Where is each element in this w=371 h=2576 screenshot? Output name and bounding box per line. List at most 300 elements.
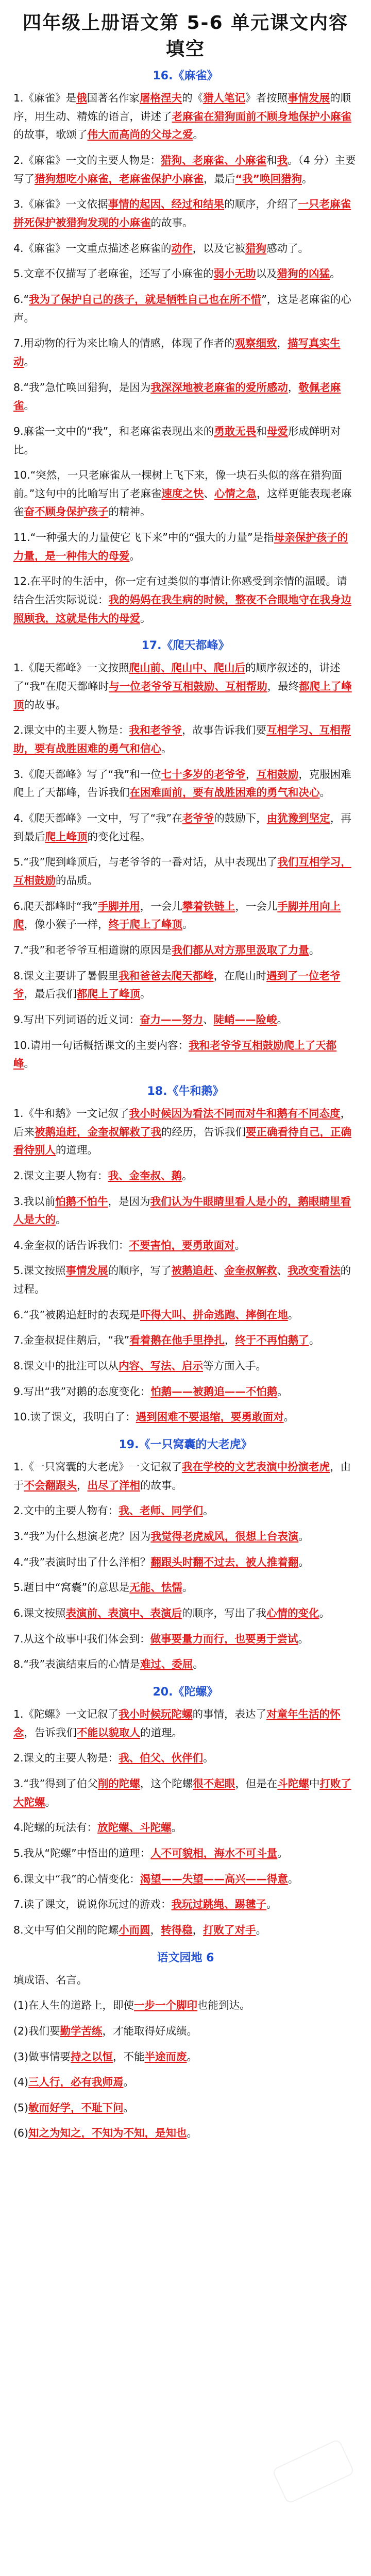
question-text: 。 <box>123 2101 134 2114</box>
answer-text: 难过、委屈 <box>140 1658 193 1671</box>
question-item <box>13 1749 358 1768</box>
question-text: 7.用动物的行为来比喻人的情感，体现了作者的 <box>13 337 235 350</box>
question-item <box>13 1655 358 1674</box>
answer-text: 猎人笔记 <box>203 92 246 104</box>
question-text: ，像小猴子一样， <box>24 918 109 931</box>
question-item <box>13 1819 358 1837</box>
question-text: 。 <box>301 172 313 185</box>
question-text: 5.“我”爬到峰顶后，与老爷爷的一番对话，从中表现出了 <box>13 856 278 869</box>
question-text: 中 <box>309 1777 320 1790</box>
question-text: 2.课文中的主要人物是： <box>13 724 129 737</box>
question-text: 。 <box>182 1581 193 1594</box>
answer-text: 内容、写法、启示 <box>119 1360 204 1372</box>
question-item <box>13 195 358 232</box>
question-text: 3.我以前 <box>13 1195 56 1208</box>
answer-text: 我玩过跳绳、踢毽子 <box>171 1898 267 1911</box>
answer-text: 做事要量力而行，也要勇于尝试 <box>150 1632 298 1645</box>
question-item <box>13 1408 358 1427</box>
question-text: 的顺序，介绍了 <box>224 198 298 211</box>
question-text: 1.《麻雀》是 <box>13 92 77 104</box>
answer-text: 我深深地被老麻雀的爱所感动 <box>150 381 288 394</box>
question-text: 1.《一只窝囊的大老虎》一文记叙了 <box>13 1461 182 1473</box>
answer-text: 一只老麻雀拼死保护被猎狗发现的小麻雀 <box>13 198 351 229</box>
question-text: ，这个陀螺 <box>140 1777 193 1790</box>
question-item <box>13 1167 358 1185</box>
answer-text: 吓得大叫、拼命逃跑、摔倒在地 <box>140 1308 288 1321</box>
answer-text: 心情之急 <box>214 487 257 500</box>
question-text: 的顺序，写了 <box>108 1264 172 1277</box>
section <box>13 67 358 628</box>
question-item <box>13 291 358 327</box>
question-item <box>13 897 358 934</box>
question-item <box>13 1921 358 1940</box>
question-text: 。 <box>24 399 35 412</box>
question-item <box>13 1306 358 1325</box>
question-text: ，由于 <box>13 1461 351 1492</box>
question-item <box>13 1604 358 1623</box>
answer-text: 我们认为牛眼睛里看人是小的，鹅眼睛里看人是大的 <box>13 1195 351 1226</box>
answer-text: 我在学校的文艺表演中扮演老虎 <box>182 1461 330 1473</box>
question-text: 。 <box>123 2076 134 2089</box>
question-item <box>13 379 358 415</box>
answer-text: 要正确看待自己，正确看待别人 <box>13 1125 351 1157</box>
question-text: 4.《麻雀》一文重点描述老麻雀的 <box>13 242 172 255</box>
answer-text: 心情的变化 <box>266 1607 319 1619</box>
question-text: 的顺序，写出了我 <box>182 1607 267 1619</box>
answer-text: 打败了对手 <box>203 1923 256 1936</box>
question-text: ， <box>277 337 288 350</box>
question-item <box>13 1844 358 1863</box>
question-text: 6.“ <box>13 293 29 306</box>
section-heading: 16.《麻雀》 <box>153 70 218 82</box>
answer-text: “我”唤回猎狗 <box>235 172 302 185</box>
question-item <box>13 2099 358 2117</box>
question-text: 。 <box>24 1057 35 1070</box>
question-text: 的经历，告诉我们 <box>161 1125 246 1138</box>
question-text: 的道理。 <box>140 1726 182 1739</box>
answer-text: 翻跟头时翻不过去，被人推着翻 <box>150 1555 299 1568</box>
question-text: 也能到达。 <box>197 1999 250 2012</box>
answer-text: 斗陀螺 <box>277 1777 309 1790</box>
answer-text: 事情发展 <box>288 92 330 104</box>
answer-text: 我的妈妈在我生病的时候，整夜不合眼地守在我身边照顾我，这就是伟大的母爱 <box>13 594 351 624</box>
question-text: 。 <box>319 786 330 799</box>
question-text: 10.请用一句话概括课文的主要内容： <box>13 1039 189 1052</box>
answer-text: 怕鹅——被鹅追——不怕鹅 <box>150 1385 278 1398</box>
question-text: 等方面入手。 <box>203 1360 267 1372</box>
answer-text: 持之以恒 <box>71 2050 113 2063</box>
question-text: 7.金奎叔捉住鹅后，“我” <box>13 1334 130 1347</box>
question-item <box>13 1775 358 1811</box>
answer-text: 被鹅追赶，金奎叔解救了我 <box>35 1125 161 1138</box>
question-text: 。 <box>266 1898 277 1911</box>
question-text: 的故事。 <box>150 216 193 229</box>
question-item <box>13 967 358 1004</box>
question-text: 3.《麻雀》一文依据 <box>13 198 108 211</box>
question-text: 8.文中写伯父削的陀螺 <box>13 1923 119 1936</box>
question-text: 和 <box>266 154 277 166</box>
question-item <box>13 422 358 459</box>
question-text: 感动了。 <box>266 242 309 255</box>
answer-text: 出尽了洋相 <box>87 1479 140 1492</box>
question-item <box>13 572 358 628</box>
question-text: ，再到最后 <box>13 812 351 843</box>
answer-text: 奋力——努力 <box>140 1013 204 1026</box>
question-text: 10.读了课文，我明白了： <box>13 1411 136 1423</box>
answer-text: 爬上峰顶 <box>45 830 88 843</box>
answer-text: 勤学苦练 <box>60 2024 103 2037</box>
section-heading: 19.《一只窝囊的大老虎》 <box>119 1438 252 1452</box>
question-text: 9.麻雀一文中的“我”，和老麻雀表现出来的 <box>13 425 214 437</box>
question-text: 8.“我”表演结束后的心情是 <box>13 1658 140 1671</box>
answer-text: 在困难面前，要有战胜困难的勇气和决心 <box>129 786 320 799</box>
question-text: 。 <box>277 1013 288 1026</box>
question-text: (6) <box>13 2127 29 2140</box>
question-text: 、 <box>277 1264 288 1277</box>
question-text: 国著名作家 <box>87 92 140 104</box>
question-item <box>13 89 358 144</box>
answer-text: 终于爬上了峰顶 <box>108 918 182 931</box>
question-item <box>13 529 358 565</box>
question-text: 。 <box>288 1308 299 1321</box>
answer-text: 遇到困难不要退缩，要勇敢面对 <box>136 1411 284 1423</box>
answer-text: 人不可貌相，海水不可斗量 <box>150 1846 278 1859</box>
question-item <box>13 1971 358 1990</box>
answer-text: 看着鹅在他手里挣扎 <box>129 1334 225 1347</box>
question-text: 填成语、名言。 <box>13 1973 88 1986</box>
answer-text: 打败了大陀螺 <box>13 1777 351 1808</box>
answer-text: 攀着铁链上 <box>182 900 235 912</box>
answer-text: 削的陀螺 <box>97 1777 140 1790</box>
answer-text: 手脚并用向上爬 <box>13 900 341 931</box>
question-text: ， <box>288 381 299 394</box>
question-text: 6.课文按照 <box>13 1607 66 1619</box>
question-text: ，以及它被 <box>192 242 246 255</box>
question-text: ，后来 <box>13 1107 351 1138</box>
answer-text: 猎狗 <box>245 242 267 255</box>
question-text: 。 <box>330 267 341 280</box>
answer-text: 都爬上了峰顶 <box>13 680 352 711</box>
question-text: 。 <box>193 128 204 141</box>
question-item <box>13 659 358 714</box>
question-text: 的顺序，用生动、精炼的语言，讲述了 <box>13 92 351 123</box>
question-text: ，最后 <box>204 172 235 185</box>
question-text: 。 <box>129 549 140 562</box>
question-text: 。 <box>187 2050 198 2063</box>
section <box>13 1683 358 1940</box>
question-text: 5.文章不仅描写了老麻雀，还写了小麻雀的 <box>13 267 214 280</box>
question-item <box>13 1630 358 1649</box>
answer-text: 我们互相学习，互相鼓励 <box>13 856 351 887</box>
answer-text: 我们都从对方那里汲取了力量 <box>172 943 309 956</box>
section-heading: 17.《爬天都峰》 <box>141 639 230 653</box>
question-text: 10.“突然，一只老麻雀从一棵树上飞下来，像一块石头似的落在猎狗面前。”这句中的比喻写出了老麻雀 <box>13 469 342 500</box>
question-text: 的变化过程。 <box>87 830 151 843</box>
question-item <box>13 2022 358 2041</box>
question-text: ，一会儿 <box>235 900 278 912</box>
answer-text: 互相鼓励 <box>256 768 299 781</box>
question-item <box>13 766 358 802</box>
question-text: 。 <box>298 1555 309 1568</box>
question-text: 4.“我”表演时出了什么洋相？ <box>13 1555 151 1568</box>
answer-text: 转得稳 <box>161 1923 193 1936</box>
question-text: 。 <box>234 1239 246 1251</box>
question-text: 、 <box>203 1013 214 1026</box>
answer-text: 表演前、表演中、表演后 <box>65 1607 182 1619</box>
section <box>13 637 358 1073</box>
question-text: 和 <box>256 425 267 437</box>
answer-text: 爬山前、爬山中、爬山后 <box>129 662 246 674</box>
question-item <box>13 1236 358 1255</box>
question-text: 2.文中的主要人物有： <box>13 1504 119 1517</box>
question-text: 9.写出下列词语的近义词： <box>13 1013 140 1026</box>
question-text: 5.我从“陀螺”中悟出的道理： <box>13 1846 151 1859</box>
question-text: ，不能 <box>113 2050 145 2063</box>
question-text: 的精神。 <box>108 505 151 518</box>
question-item <box>13 1357 358 1376</box>
question-text: 》者按照 <box>245 92 288 104</box>
question-text: ， <box>150 1923 161 1936</box>
question-text: 6.“我”被鹅追赶时的表现是 <box>13 1308 140 1321</box>
question-text: 6.课文中“我”的心情变化： <box>13 1872 140 1885</box>
question-item <box>13 1458 358 1495</box>
answer-text: 伟大而高尚的父母之爱 <box>87 128 193 141</box>
answer-text: 弱小无助 <box>213 267 256 280</box>
question-text: 。 <box>309 1334 320 1347</box>
question-text: ，最终 <box>267 680 299 693</box>
question-item <box>13 1037 358 1073</box>
answer-text: 不能以貌取人 <box>77 1726 140 1739</box>
question-item <box>13 1579 358 1597</box>
question-item <box>13 1383 358 1401</box>
question-text: 11.“一种强大的力量使它飞下来”中的“强大的力量”是指 <box>13 531 274 544</box>
question-text: 的故事。 <box>24 698 66 711</box>
answer-text: 知之为知之，不知为不知，是知也 <box>28 2127 187 2140</box>
answer-text: 我小时候玩陀螺 <box>119 1707 193 1720</box>
question-text: 3.“我”得到了伯父 <box>13 1777 98 1790</box>
question-text: 2.课文的主要人物是： <box>13 1752 119 1765</box>
answer-text: 我和爸爸去爬天都峰 <box>119 969 214 982</box>
section-heading: 20.《陀螺》 <box>153 1685 218 1699</box>
question-item <box>13 1528 358 1546</box>
answer-text: 对童年生活的怀念 <box>13 1707 341 1739</box>
answer-text: 我、金奎叔、鹅 <box>108 1169 182 1182</box>
answer-text: 遇到了一位老爷爷 <box>13 969 341 1001</box>
question-item <box>13 1193 358 1229</box>
question-text: 的道理。 <box>56 1144 98 1157</box>
question-text: ，故事告诉我们要 <box>182 724 267 737</box>
question-text: 。 <box>140 988 151 1001</box>
question-text: 。 <box>203 1752 214 1765</box>
answer-text: 我小时候因为看法不同而对牛和鹅有不同态度 <box>129 1107 341 1120</box>
question-text: 4.《爬天都峰》一文中，写了“我”在 <box>13 812 182 824</box>
answer-text: 我和老爷爷互相鼓励爬上了天都峰 <box>13 1039 337 1070</box>
question-text: 的《 <box>182 92 204 104</box>
question-text: (4) <box>13 2076 29 2089</box>
answer-text: 速度之快 <box>161 487 204 500</box>
question-text: 。 <box>56 1213 66 1226</box>
question-text: 。 <box>256 1923 267 1936</box>
section <box>13 1082 358 1427</box>
question-text: 。 <box>182 918 193 931</box>
answer-text: 渴望——失望——高兴——得意 <box>140 1872 288 1885</box>
question-text: 3.“我”为什么想演老虎？因为 <box>13 1530 151 1543</box>
answer-text: 三人行，必有我师焉 <box>28 2076 124 2089</box>
answer-text: 勇敢无畏 <box>214 425 257 437</box>
question-item <box>13 2124 358 2143</box>
question-item <box>13 809 358 846</box>
answer-text: 我、老师、同学们 <box>119 1504 204 1517</box>
question-text: 2.《麻雀》一文的主要人物是： <box>13 154 161 166</box>
answer-text: 我为了保护自己的孩子，就是牺牲自己也在所不惜 <box>29 293 262 306</box>
question-item <box>13 151 358 188</box>
question-text: ，这样更能表现老麻雀 <box>13 487 352 518</box>
answer-text: 被鹅追赶 <box>171 1264 214 1277</box>
question-text: ，在爬山时 <box>213 969 267 982</box>
answer-text: 金奎叔解救 <box>224 1264 277 1277</box>
question-text: 5.题目中“窝囊”的意思是 <box>13 1581 130 1594</box>
question-text: (3)做事情要 <box>13 2050 71 2063</box>
answer-text: 老麻雀在猎狗面前不顾身地保护小麻雀 <box>172 110 351 123</box>
answer-text: 很不起眼 <box>193 1777 235 1790</box>
question-text: 。 <box>283 1411 295 1423</box>
question-text: ，最后我们 <box>24 988 77 1001</box>
question-text: 。 <box>182 1169 193 1182</box>
answer-text: 观察细致 <box>234 337 277 350</box>
question-text: (5) <box>13 2101 29 2114</box>
question-item <box>13 466 358 521</box>
question-text: 5.课文按照 <box>13 1264 66 1277</box>
question-text: ，但是在 <box>235 1777 278 1790</box>
section-heading: 18.《牛和鹅》 <box>147 1084 224 1098</box>
answer-text: 俄 <box>76 92 87 104</box>
question-text: 。 <box>45 1795 56 1808</box>
question-text: 12.在平时的生活中，你一定有过类似的事情让你感受到亲情的温暖。请结合生活实际说说： <box>13 575 347 606</box>
answer-text: 母亲保护孩子的力量，是一种伟大的母爱 <box>13 531 348 562</box>
question-text: 8.课文主要讲了暑假里 <box>13 969 119 982</box>
question-text: 。 <box>277 1385 288 1398</box>
answer-text: 互相学习、互相帮助，要有战胜困难的勇气和信心 <box>13 724 351 755</box>
question-text: 8.“我”急忙唤回猎狗，是因为 <box>13 381 151 394</box>
question-item <box>13 1705 358 1742</box>
question-item <box>13 1553 358 1572</box>
question-item <box>13 1331 358 1350</box>
answer-text: 猎狗的凶猛 <box>277 267 330 280</box>
question-text: ，告诉我们 <box>24 1726 77 1739</box>
question-text: 7.从这个故事中我们体会到： <box>13 1632 150 1645</box>
question-text: 的故事。 <box>140 1479 182 1492</box>
answer-text: 母爱 <box>266 425 288 437</box>
answer-text: 半途而废 <box>144 2050 187 2063</box>
answer-text: 我和老爷爷 <box>129 724 182 737</box>
question-item <box>13 240 358 258</box>
answer-text: 屠格涅夫 <box>140 92 182 104</box>
question-item <box>13 334 358 371</box>
question-item <box>13 265 358 283</box>
question-text: 。 <box>171 1821 182 1834</box>
question-text: 。 <box>298 1530 309 1543</box>
answer-text: 手脚并用 <box>97 900 140 912</box>
question-text: 的顺序叙述的，讲述了“我”在爬天都峰时 <box>13 662 341 693</box>
question-text: 。 <box>140 612 151 624</box>
answer-text: 与一位老爷爷互相鼓励、互相帮助 <box>109 680 267 693</box>
question-text: 的过程。 <box>13 1264 351 1296</box>
question-text: 1.《爬天都峰》一文按照 <box>13 662 129 674</box>
answer-text: 敬佩老麻雀 <box>13 381 341 412</box>
question-text: 。 <box>24 355 35 368</box>
answer-text: 怕鹅不怕牛 <box>55 1195 108 1208</box>
answer-text: 不要害怕，要勇敢面对 <box>129 1239 235 1251</box>
answer-text: 描写真实生动 <box>13 337 341 368</box>
question-text: 的事情，表达了 <box>192 1707 267 1720</box>
sections-container <box>13 67 358 2143</box>
question-text: 1.《牛和鹅》一文记叙了 <box>13 1107 129 1120</box>
section <box>13 1436 358 1674</box>
question-text: 。（4 分）主要写了 <box>13 154 356 185</box>
question-text: 、 <box>204 487 214 500</box>
section-heading: 语文园地 6 <box>157 1951 214 1964</box>
question-text: ， <box>224 1334 235 1347</box>
question-text: ”，这是老麻雀的心声。 <box>13 293 351 324</box>
question-text: 。 <box>288 1872 299 1885</box>
question-text: 8.课文中的批注可以从 <box>13 1360 119 1372</box>
question-text: 。 <box>193 1658 204 1671</box>
question-text: ，一会儿 <box>140 900 182 912</box>
question-text: ，是因为 <box>108 1195 150 1208</box>
question-text: 。 <box>203 1504 214 1517</box>
question-item <box>13 1105 358 1160</box>
page-title: 四年级上册语文第 5-6 单元课文内容填空 <box>22 12 349 60</box>
answer-text: 由犹豫到坚定 <box>266 812 330 824</box>
question-text: 9.写出“我”对鹅的态度变化： <box>13 1385 151 1398</box>
question-text: 以及 <box>256 267 277 280</box>
answer-text: 猎狗、老麻雀、小麻雀 <box>161 154 267 166</box>
answer-text: 动作 <box>171 242 193 255</box>
answer-text: 事情的起因、经过和结果 <box>108 198 225 211</box>
answer-text: 奋不顾身保护孩子 <box>24 505 109 518</box>
question-text: 6.爬天都峰时“我” <box>13 900 98 912</box>
question-text: ， <box>245 768 257 781</box>
answer-text: 放陀螺、斗陀螺 <box>97 1821 172 1834</box>
question-text: (2)我们要 <box>13 2024 60 2037</box>
question-item <box>13 1502 358 1520</box>
answer-text: 都爬上了峰顶 <box>77 988 140 1001</box>
question-text: 7.读了课文，说说你玩过的游戏： <box>13 1898 172 1911</box>
question-item <box>13 1895 358 1914</box>
question-text: 。 <box>161 742 172 755</box>
question-item <box>13 1870 358 1889</box>
question-item <box>13 2073 358 2092</box>
question-item <box>13 2048 358 2066</box>
watermark <box>272 2438 355 2504</box>
question-text: 。 <box>298 1632 309 1645</box>
answer-text: 七十多岁的老爷爷 <box>161 768 246 781</box>
question-text: 3.《爬天都峰》写了“我”和一位 <box>13 768 161 781</box>
answer-text: 我改变看法 <box>288 1264 341 1277</box>
question-text: ，才能取得好成绩。 <box>102 2024 198 2037</box>
question-text: (1)在人生的道路上，即使 <box>13 1999 134 2012</box>
question-text: ， <box>77 1479 88 1492</box>
question-text: 2.课文主要人物有： <box>13 1169 108 1182</box>
question-item <box>13 1996 358 2015</box>
question-text: ，克服困难爬上了天都峰，告诉我们 <box>13 768 351 799</box>
question-text: 1.《陀螺》一文记叙了 <box>13 1707 119 1720</box>
answer-text: 一步一个脚印 <box>134 1999 198 2012</box>
question-text: 形成鲜明对比。 <box>13 425 341 456</box>
section <box>13 1949 358 2143</box>
answer-text: 我、伯父、伙伴们 <box>119 1752 204 1765</box>
question-text: 4.金奎叔的话告诉我们： <box>13 1239 129 1251</box>
